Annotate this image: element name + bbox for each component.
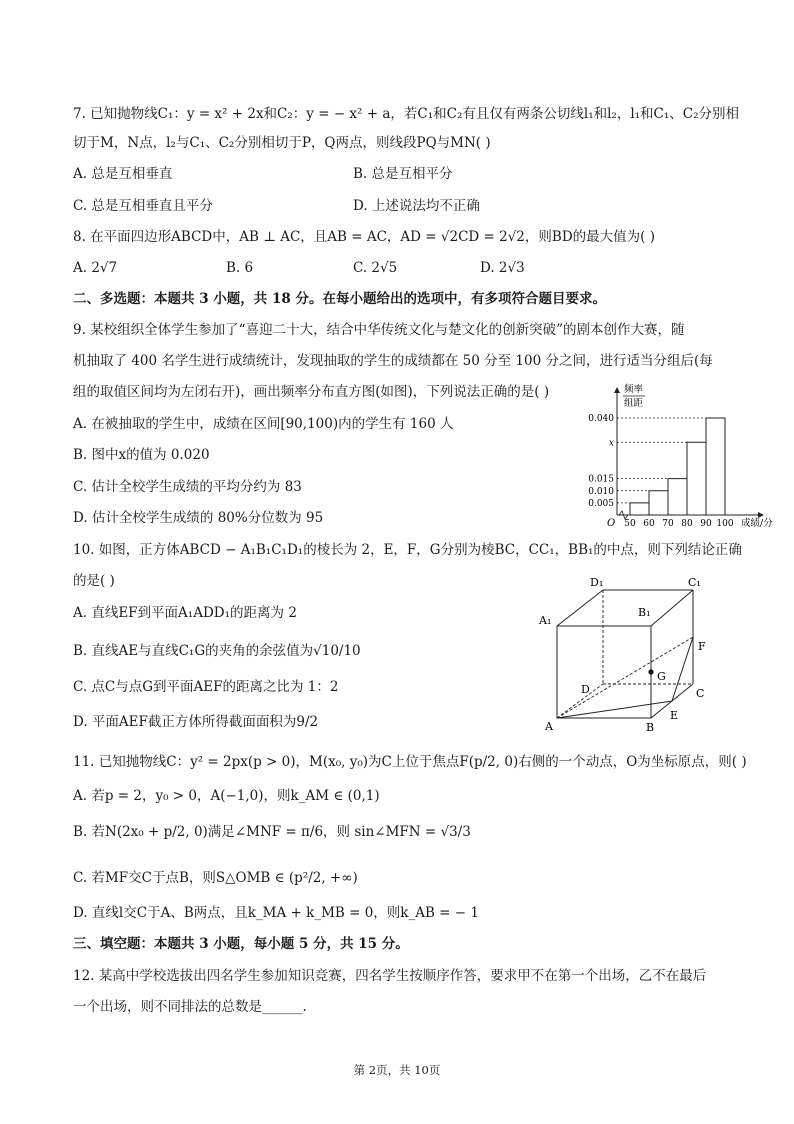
q10-line1: 10. 如图，正方体ABCD − A₁B₁C₁D₁的棱长为 2，E，F，G分别为棱BC，CC₁，BB₁的中点，则下列结论正确 xyxy=(73,542,742,558)
point-g xyxy=(648,669,653,674)
segment-e-f xyxy=(672,637,693,701)
q9-line1: 9. 某校组织全体学生参加了“喜迎二十大，结合中华传统文化与楚文化的创新突破”的剧本创作大赛，随 xyxy=(73,322,685,338)
y-tick-label-4: 0.010 xyxy=(588,486,614,497)
label-a1: A₁ xyxy=(539,614,552,627)
q8-line1: 8. 在平面四边形ABCD中，AB ⊥ AC，且AB = AC，AD = √2CD = 2√2，则BD的最大值为( ) xyxy=(73,229,655,245)
cube-figure xyxy=(530,572,725,732)
x-tick-label-60: 60 xyxy=(643,519,655,529)
q7-option-b: B. 总是互相平分 xyxy=(353,166,453,182)
q11-line1: 11. 已知抛物线C：y² = 2px(p > 0)，M(x₀, y₀)为C上位于焦点F(p/2, 0)右侧的一个动点，O为坐标原点，则( ) xyxy=(73,754,747,770)
q8-option-b: B. 6 xyxy=(226,260,254,276)
y-tick-label-5: 0.005 xyxy=(588,498,614,509)
label-d: D xyxy=(581,683,590,696)
q8-option-a: A. 2√7 xyxy=(73,260,118,276)
label-c: C xyxy=(696,687,705,700)
q9-line2: 机抽取了 400 名学生进行成绩统计，发现抽取的学生的成绩都在 50 分至 100 分之间，进行适当分组后(每 xyxy=(73,353,713,369)
q9-option-d: D. 估计全校学生成绩的 80%分位数为 95 xyxy=(73,510,324,526)
y-axis-label-bottom: 组距 xyxy=(624,398,644,409)
y-tick-label-2: x xyxy=(608,438,614,449)
label-f: F xyxy=(698,640,706,653)
label-a: A xyxy=(545,720,553,732)
histogram-bar-4 xyxy=(687,442,706,515)
q8-option-c: C. 2√5 xyxy=(353,260,398,276)
q7-option-d: D. 上述说法均不正确 xyxy=(353,198,480,214)
x-tick-label-50: 50 xyxy=(624,519,636,529)
q11-option-a: A. 若p = 2，y₀ > 0，A(−1,0)，则k_AM ∈ (0,1) xyxy=(73,788,380,804)
label-b1: B₁ xyxy=(638,606,651,619)
q9-line3: 组的取值区间均为左闭右开)，画出频率分布直方图(如图)，下列说法正确的是( ) xyxy=(73,384,550,400)
q7-line2: 切于M，N点，l₂与C₁、C₂分别相切于P，Q两点，则线段PQ与MN( ) xyxy=(73,135,491,151)
x-tick-label-70: 70 xyxy=(662,519,674,529)
section-3-heading: 三、填空题：本题共 3 小题，每小题 5 分，共 15 分。 xyxy=(73,936,409,952)
histogram-bar-3 xyxy=(668,479,687,515)
label-c1: C₁ xyxy=(688,576,701,589)
q10-line2: 的是( ) xyxy=(73,573,115,589)
edge-b1-c1 xyxy=(651,590,693,626)
q9-option-a: A. 在被抽取的学生中，成绩在区间[90,100)内的学生有 160 人 xyxy=(73,416,454,432)
q7-option-c: C. 总是互相垂直且平分 xyxy=(73,198,213,214)
frequency-histogram xyxy=(575,380,790,530)
front-face xyxy=(557,626,651,718)
edge-a1-d1 xyxy=(557,590,603,626)
page-footer: 第 2页，共 10页 xyxy=(353,1063,441,1077)
origin-label: O xyxy=(607,518,616,529)
q9-option-c: C. 估计全校学生成绩的平均分约为 83 xyxy=(73,479,302,495)
q11-option-b: B. 若N(2x₀ + p/2, 0)满足∠MNF = π/6，则 sin∠MFN = √3/3 xyxy=(73,824,471,840)
q9-option-b: B. 图中x的值为 0.020 xyxy=(73,447,210,463)
q12-line1: 12. 某高中学校选拔出四名学生参加知识竞赛，四名学生按顺序作答，要求甲不在第一个出场，乙不在最后 xyxy=(73,968,707,984)
histogram-bar-1 xyxy=(630,503,649,515)
x-tick-label-80: 80 xyxy=(681,519,693,529)
q11-option-c: C. 若MF交C于点B，则S△OMB ∈ (p²/2, +∞) xyxy=(73,870,358,886)
label-d1: D₁ xyxy=(590,576,604,589)
segment-a-f-hidden xyxy=(557,637,693,718)
histogram-bar-5 xyxy=(706,418,725,515)
y-tick-label-1: 0.040 xyxy=(588,414,614,424)
label-b: B xyxy=(646,721,655,732)
q10-option-b: B. 直线AE与直线C₁G的夹角的余弦值为√10/10 xyxy=(73,643,361,659)
q12-line2: 一个出场，则不同排法的总数是______. xyxy=(73,999,307,1015)
q7-option-a: A. 总是互相垂直 xyxy=(73,166,173,182)
label-e: E xyxy=(670,709,679,722)
label-g: G xyxy=(657,670,666,683)
edge-a-d-hidden xyxy=(557,684,603,718)
q7-line1: 7. 已知抛物线C₁：y = x² + 2x和C₂：y = − x² + a，若C₁和C₂有且仅有两条公切线l₁和l₂，l₁和C₁、C₂分别相 xyxy=(73,106,740,122)
x-tick-label-90: 90 xyxy=(700,519,712,529)
x-tick-label-100: 100 xyxy=(716,519,734,529)
y-axis-label-top: 频率 xyxy=(624,384,644,395)
y-tick-label-3: 0.015 xyxy=(588,474,614,485)
q11-option-d: D. 直线l交C于A、B两点，且k_MA + k_MB = 0，则k_AB = − 1 xyxy=(73,905,479,921)
histogram-bar-2 xyxy=(649,491,668,515)
q10-option-c: C. 点C与点G到平面AEF的距离之比为 1：2 xyxy=(73,679,339,695)
q10-option-a: A. 直线EF到平面A₁ADD₁的距离为 2 xyxy=(73,605,297,621)
q8-option-d: D. 2√3 xyxy=(480,260,525,276)
section-2-heading: 二、多选题：本题共 3 小题，共 18 分。在每小题给出的选项中，有多项符合题目要求。 xyxy=(73,291,606,307)
x-axis-label: 成绩/分 xyxy=(741,518,773,529)
q10-option-d: D. 平面AEF截正方体所得截面面积为9/2 xyxy=(73,714,319,730)
